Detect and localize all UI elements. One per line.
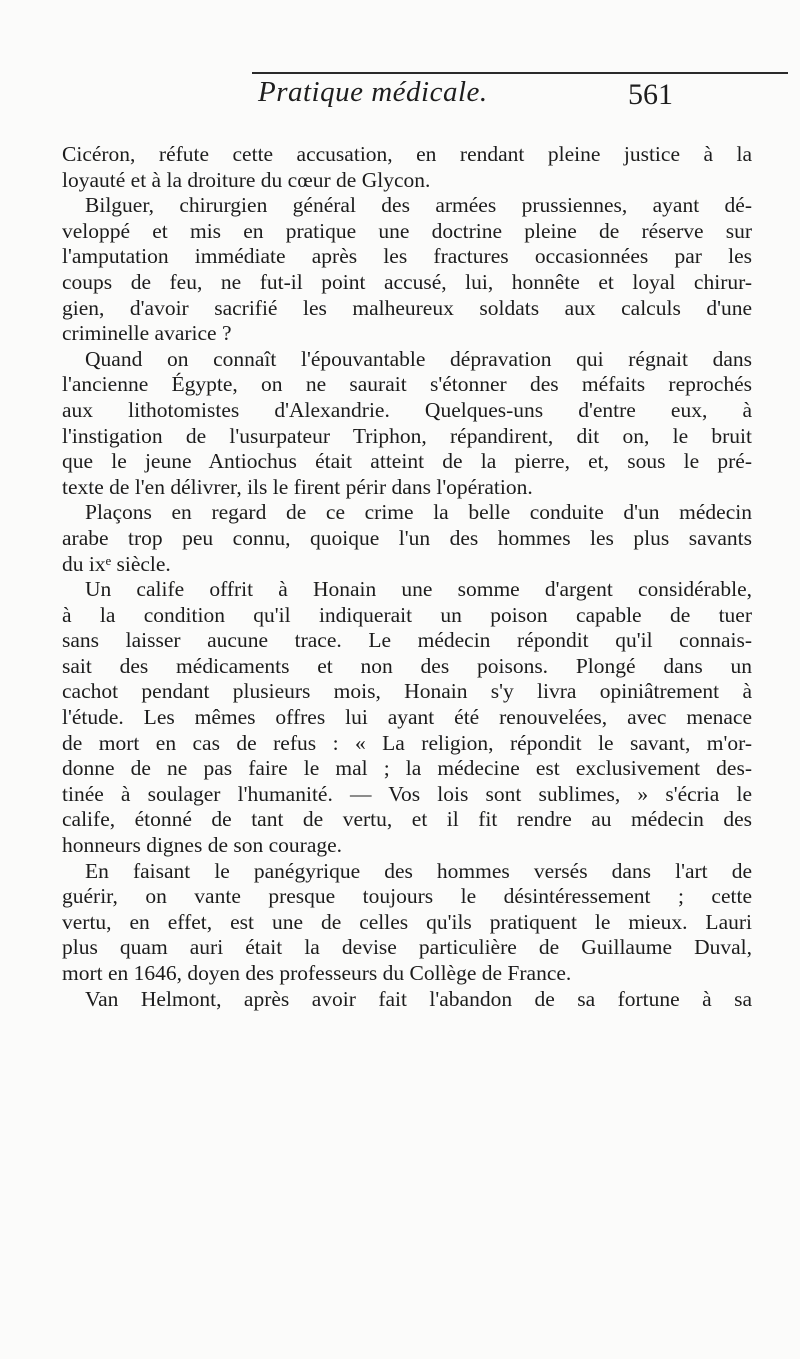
text-line: sans laisser aucune trace. Le médecin répondit qu'il connais- <box>62 628 752 653</box>
text-line: du ixᵉ siècle. <box>62 551 171 576</box>
text-line: donne de ne pas faire le mal ; la médecine est exclusivement des- <box>62 756 752 781</box>
text-line: texte de l'en délivrer, ils le firent périr dans l'opération. <box>62 474 533 499</box>
text-line: aux lithotomistes d'Alexandrie. Quelques-uns d'entre eux, à <box>62 397 752 422</box>
text-line: à la condition qu'il indiquerait un poison capable de tuer <box>62 602 752 627</box>
text-line: guérir, on vante presque toujours le désintéressement ; cette <box>62 884 752 909</box>
text-line: loyauté et à la droiture du cœur de Glycon. <box>62 167 431 192</box>
text-line: vertu, en effet, est une de celles qu'ils pratiquent le mieux. Lauri <box>62 909 752 934</box>
text-line: l'ancienne Égypte, on ne saurait s'étonner des méfaits reprochés <box>62 372 752 397</box>
running-head <box>0 74 800 116</box>
body-text <box>62 142 752 1012</box>
text-line: coups de feu, ne fut-il point accusé, lui, honnête et loyal chirur- <box>62 269 752 294</box>
text-line: de mort en cas de refus : « La religion, répondit le savant, m'or- <box>62 730 752 755</box>
text-line: tinée à soulager l'humanité. — Vos lois sont sublimes, » s'écria le <box>62 781 752 806</box>
text-line: calife, étonné de tant de vertu, et il fit rendre au médecin des <box>62 807 752 832</box>
text-line: que le jeune Antiochus était atteint de la pierre, et, sous le pré- <box>62 449 752 474</box>
text-line: criminelle avarice ? <box>62 321 232 346</box>
text-line: l'instigation de l'usurpateur Triphon, répandirent, dit on, le bruit <box>62 423 752 448</box>
text-line: veloppé et mis en pratique une doctrine pleine de réserve sur <box>62 218 752 243</box>
text-line: En faisant le panégyrique des hommes versés dans l'art de <box>85 858 752 883</box>
text-line: Bilguer, chirurgien général des armées prussiennes, ayant dé- <box>85 193 752 218</box>
text-line: Van Helmont, après avoir fait l'abandon de sa fortune à sa <box>85 986 752 1011</box>
text-line: Quand on connaît l'épouvantable dépravation qui régnait dans <box>85 346 752 371</box>
text-line: cachot pendant plusieurs mois, Honain s'y livra opiniâtrement à <box>62 679 752 704</box>
text-line: sait des médicaments et non des poisons. Plongé dans un <box>62 653 752 678</box>
page-number: 561 <box>628 78 673 111</box>
text-line: l'amputation immédiate après les fractures occasionnées par les <box>62 244 752 269</box>
text-line: arabe trop peu connu, quoique l'un des hommes les plus savants <box>62 525 752 550</box>
text-line: honneurs dignes de son courage. <box>62 833 343 858</box>
text-line: Cicéron, réfute cette accusation, en rendant pleine justice à la <box>62 142 752 166</box>
text-line: plus quam auri était la devise particulière de Guillaume Duval, <box>62 935 752 960</box>
text-line: mort en 1646, doyen des professeurs du Collège de France. <box>62 961 572 985</box>
text-line: Un calife offrit à Honain une somme d'argent considérable, <box>85 577 752 602</box>
text-line: Plaçons en regard de ce crime la belle conduite d'un médecin <box>85 500 752 525</box>
text-line: gien, d'avoir sacrifié les malheureux soldats aux calculs d'une <box>62 295 752 320</box>
text-line: l'étude. Les mêmes offres lui ayant été renouvelées, avec menace <box>62 705 752 730</box>
running-title: Pratique médicale. <box>258 76 488 108</box>
